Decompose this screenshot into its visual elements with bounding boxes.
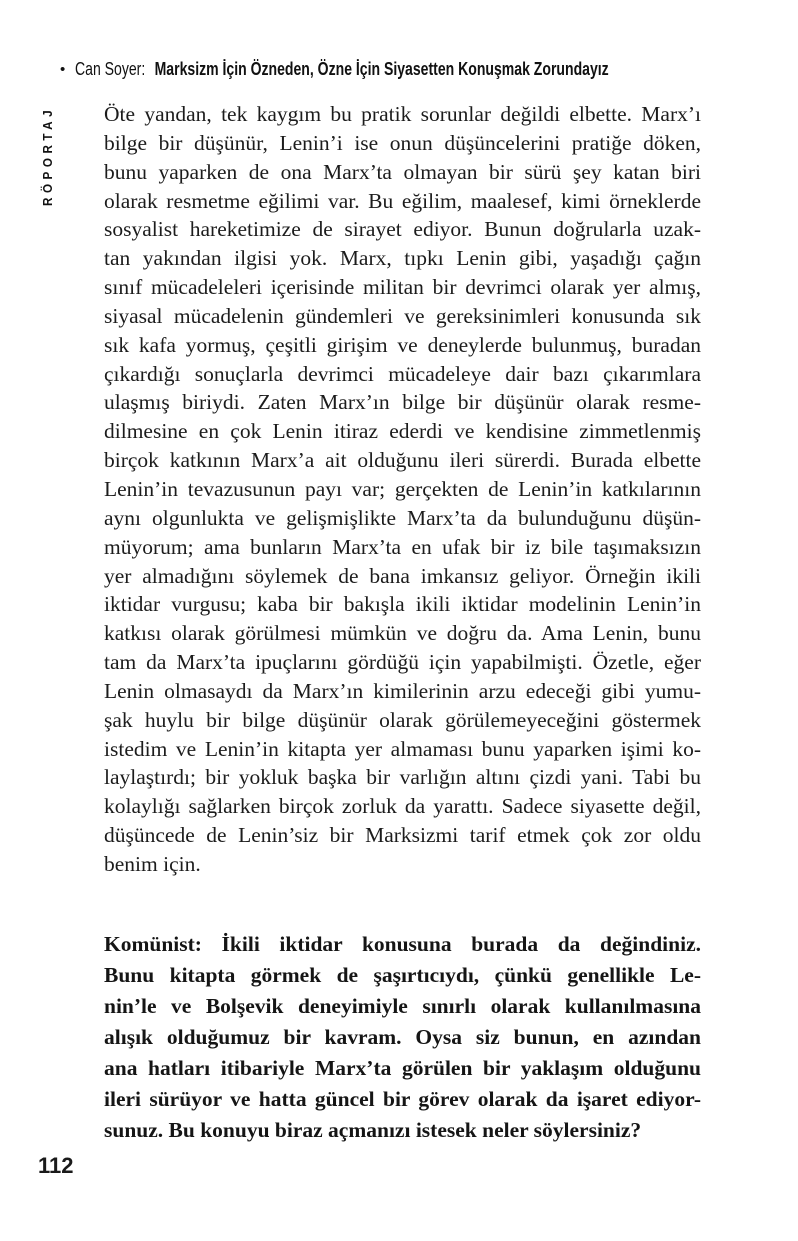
text-line: ulaşmış biriydi. Zaten Marx’ın bilge bir düşünür olarak resme- (104, 390, 701, 415)
interview-answer-paragraph (104, 100, 701, 879)
text-line: sınıf mücadeleleri içerisinde militan bir devrimci olarak yer almış, (104, 275, 701, 300)
text-line: istedim ve Lenin’in kitapta yer almaması bunu yaparken işimi ko- (104, 736, 701, 761)
section-label-text: RÖPORTAJ (40, 105, 55, 206)
text-line: iktidar vurgusu; kaba bir bakışla ikili iktidar modelinin Lenin’in (104, 592, 701, 617)
text-line: Öte yandan, tek kaygım bu pratik sorunlar değildi elbette. Marx’ı (104, 102, 701, 126)
text-line: olarak resmetme eğilimi var. Bu eğilim, maalesef, kimi örneklerde (104, 188, 701, 213)
text-line: birçok katkının Marx’a ait olduğunu ileri sürerdi. Burada elbette (104, 448, 701, 473)
text-line: müyorum; ama bunların Marx’ta en ufak bir iz bile taşımaksızın (104, 534, 701, 559)
text-line: sunuz. Bu konuyu biraz açmanızı istesek neler söylersiniz? (104, 1118, 642, 1142)
text-line: düşüncede de Lenin’siz bir Marksizmi tarif etmek çok zor oldu (104, 823, 701, 848)
text-line: benim için. (104, 851, 201, 876)
text-line: yer almadığını söylemek de bana imkansız geliyor. Örneğin ikili (104, 563, 701, 588)
page-number: 112 (38, 1153, 74, 1178)
text-line: katkısı olarak görülmesi mümkün ve doğru da. Ama Lenin, bunu (104, 621, 701, 646)
header-author: Can Soyer: (75, 58, 146, 79)
text-line: Lenin olmasaydı da Marx’ın kimilerinin arzu edeceği gibi yumu- (104, 678, 701, 703)
header-text (75, 59, 609, 80)
text-line: şak huylu bir bilge düşünür olarak görülemeyeceğini göstermek (104, 707, 701, 732)
header-title: Marksizm İçin Özneden, Özne İçin Siyasetten Konuşmak Zorundayız (154, 58, 609, 79)
text-line: ana hatları itibariyle Marx’ta görülen bir yaklaşım olduğunu (104, 1056, 701, 1080)
bullet-icon: • (60, 60, 66, 78)
text-line: Komünist: İkili iktidar konusuna burada da değindiniz. (104, 932, 701, 956)
text-line: çıkardığı sonuçlarla devrimci mücadeleye dair bazı çıkarımlara (104, 361, 701, 386)
running-header (60, 58, 760, 80)
text-line: aynı olgunlukta ve gelişmişlikte Marx’ta da bulunduğunu düşün- (104, 505, 701, 530)
text-line: alışık olduğumuz bir kavram. Oysa siz bunun, en azından (104, 1025, 701, 1049)
text-line: tam da Marx’ta ipuçlarını gördüğü için yapabilmişti. Özetle, eğer (104, 650, 701, 675)
text-line: Lenin’in tevazusunun payı var; gerçekten de Lenin’in katkılarının (104, 476, 701, 501)
interviewer-question-paragraph (104, 929, 701, 1146)
text-line: ileri sürüyor ve hatta güncel bir görev olarak da işaret ediyor- (104, 1087, 701, 1111)
text-line: nin’le ve Bolşevik deneyimiyle sınırlı olarak kullanılmasına (104, 994, 701, 1018)
text-line: sosyalist hareketimize de sirayet ediyor. Bunun doğrularla uzak- (104, 217, 701, 242)
text-line: laylaştırdı; bir yokluk başka bir varlığın altını çizdi yani. Tabi bu (104, 765, 701, 790)
text-line: Bunu kitapta görmek de şaşırtıcıydı, çünkü genellikle Le- (104, 963, 701, 987)
text-line: tan yakından ilgisi yok. Marx, tıpkı Lenin gibi, yaşadığı çağın (104, 246, 701, 271)
section-label-vertical (40, 95, 55, 206)
text-line: sık kafa yormuş, çeşitli girişim ve deneylerde bulunmuş, buradan (104, 332, 701, 357)
text-line: siyasal mücadelenin gündemleri ve gereksinimleri konusunda sık (104, 303, 701, 328)
text-line: kolaylığı sağlarken birçok zorluk da yarattı. Sadece siyasette değil, (104, 794, 701, 819)
text-line: bilge bir düşünür, Lenin’i ise onun düşüncelerini pratiğe döken, (104, 130, 701, 155)
text-line: dilmesine en çok Lenin itiraz ederdi ve kendisine zimmetlenmiş (104, 419, 701, 444)
text-line: bunu yaparken de ona Marx’ta olmayan bir sürü şey katan biri (104, 159, 701, 184)
